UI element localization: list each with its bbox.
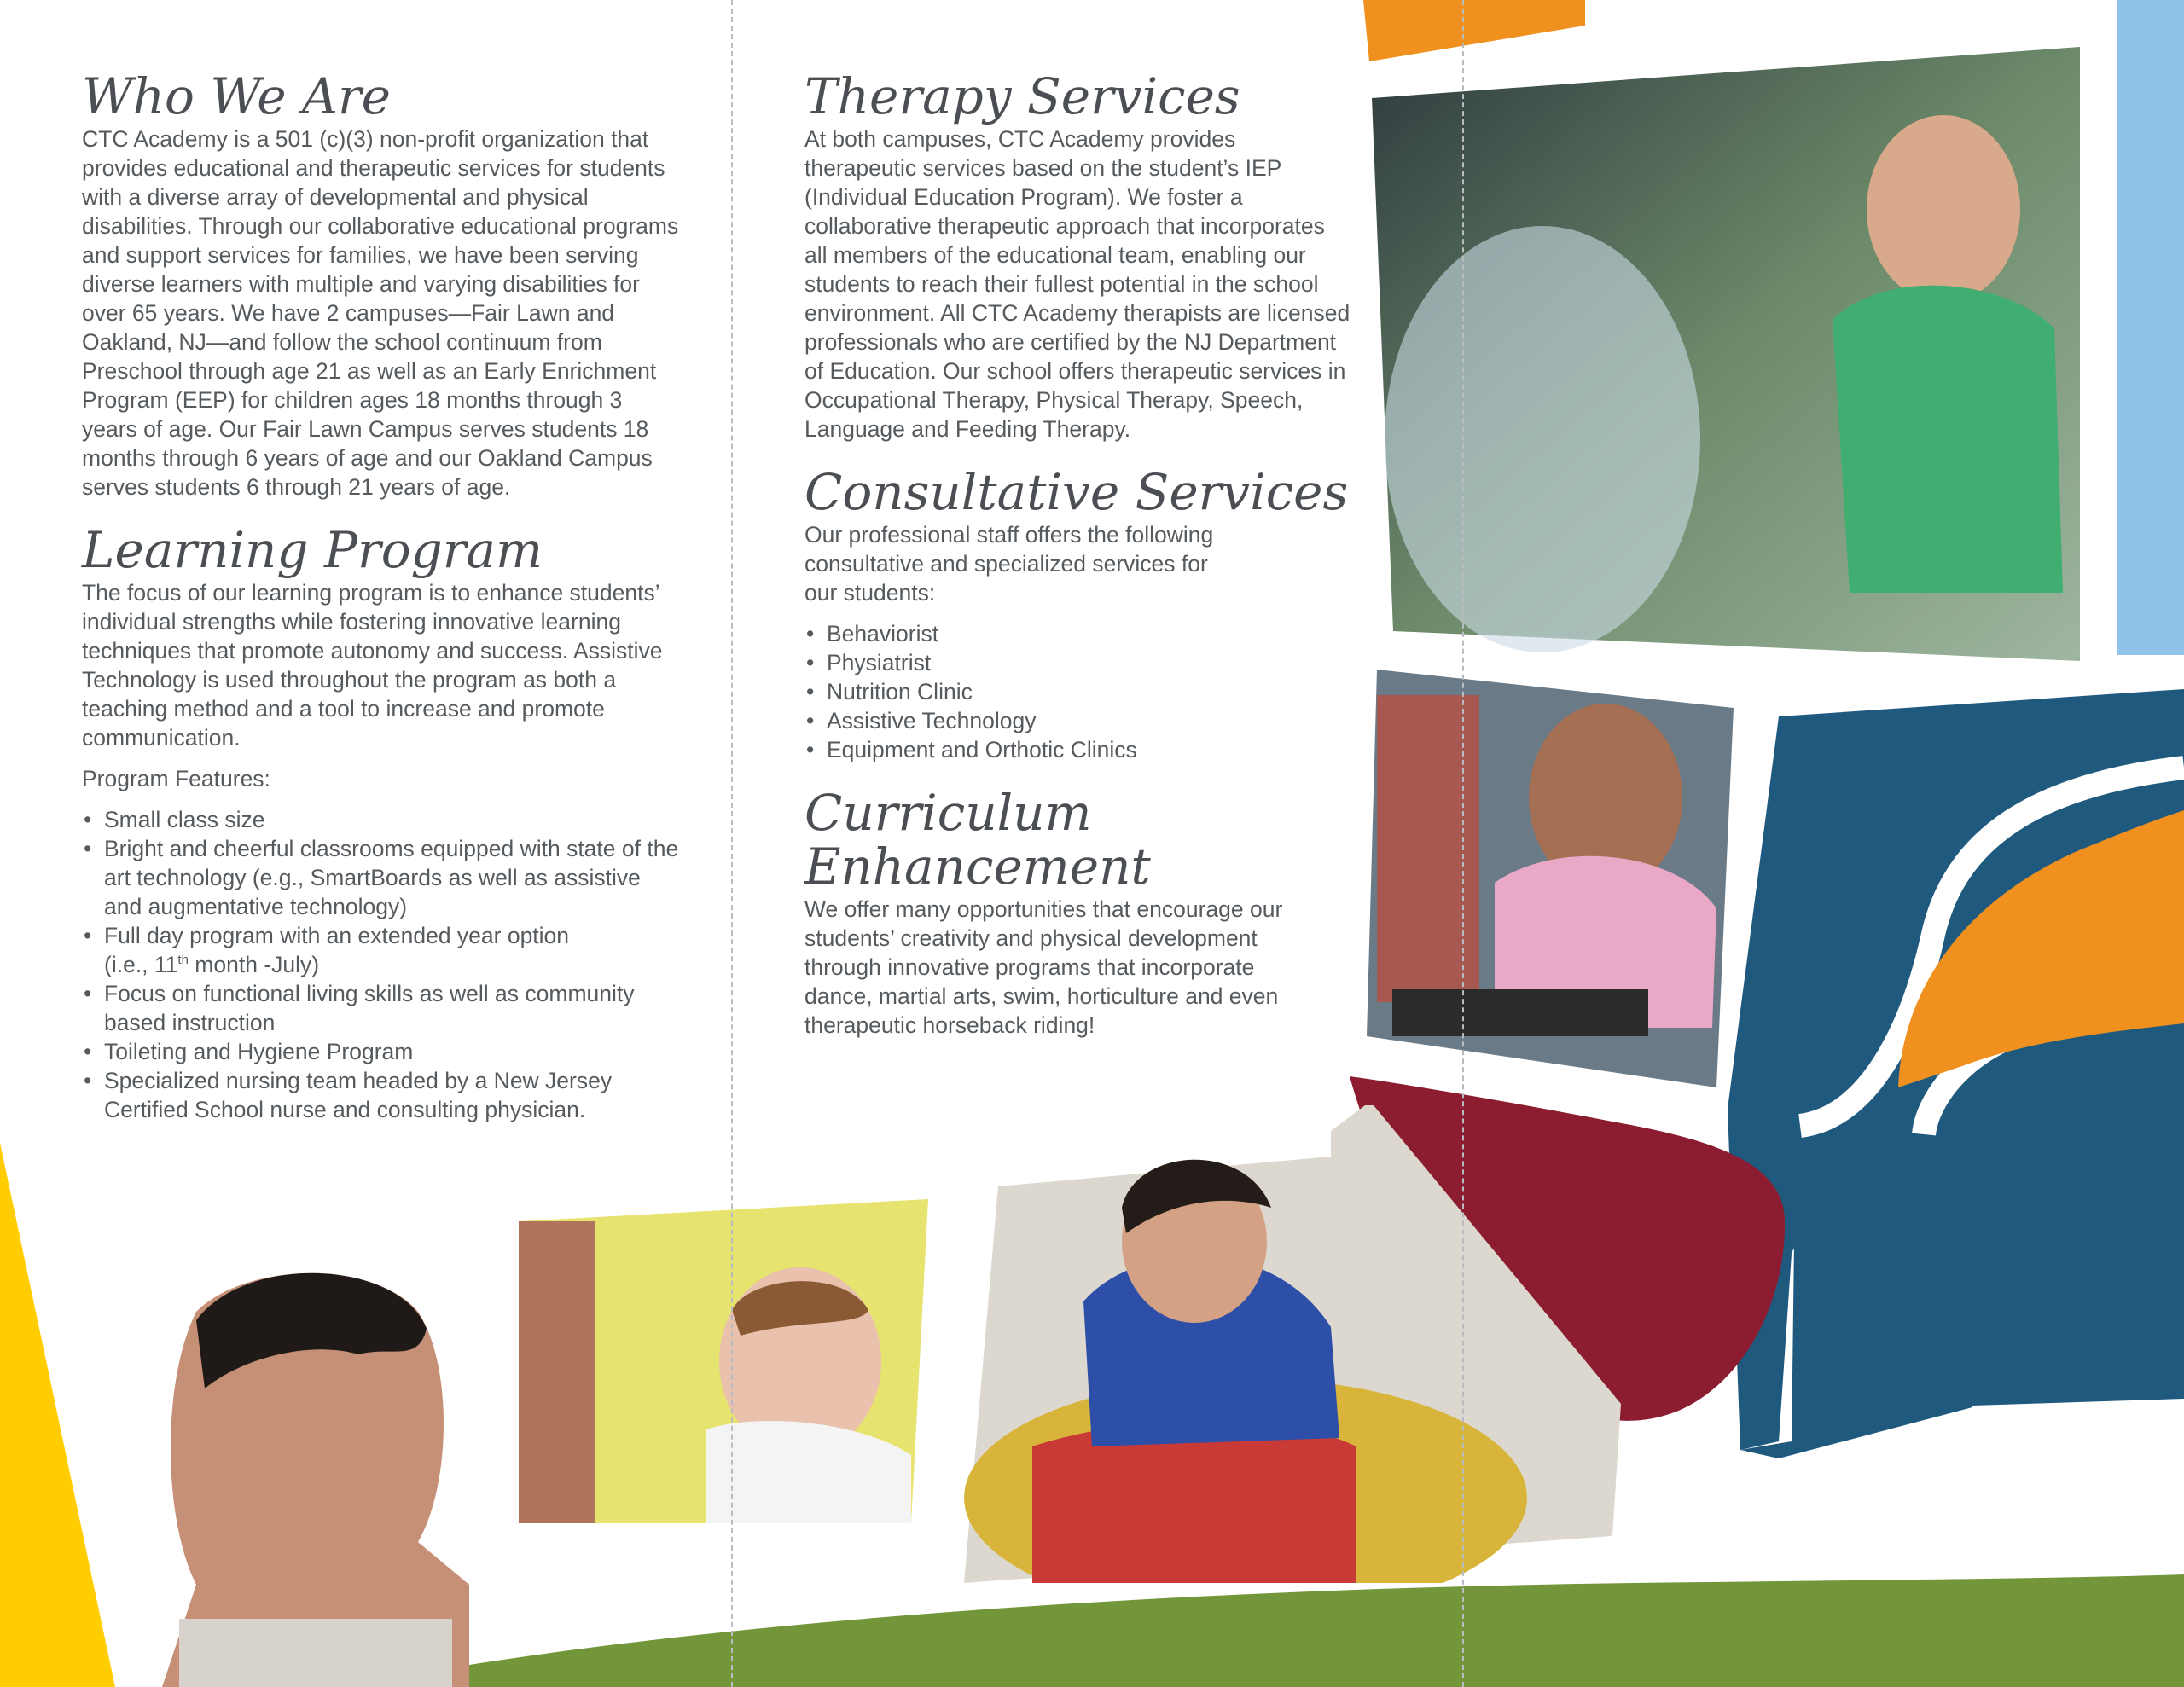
list-item: • Toileting and Hygiene Program [82, 1037, 679, 1066]
section-curriculum-enhancement [804, 783, 1350, 1041]
column-left [82, 67, 679, 1146]
photo-boy-ball [964, 1105, 1621, 1583]
extended-year-suffix: month -July) [188, 951, 320, 977]
photo-boy-wall [519, 1199, 928, 1523]
section-who-we-are [82, 67, 679, 501]
list-item: • Physiatrist [804, 648, 1350, 677]
curriculum-enhancement-heading: Curriculum Enhancement [804, 783, 1151, 896]
program-features-label: Program Features: [82, 765, 270, 791]
list-item: • Bright and cheerful classrooms equipped with state of the art technology (e.g., SmartBoards as well as assistive and augmentative technology) [82, 834, 679, 921]
list-item: • Small class size [82, 805, 679, 834]
therapy-services-heading: Therapy Services [804, 67, 1240, 125]
list-item [82, 921, 679, 979]
section-consultative-services [804, 462, 1350, 764]
fold-line-left [731, 0, 733, 1687]
photo-girl-fountain [1372, 47, 2080, 661]
fold-line-right [1462, 0, 1464, 1687]
consultative-services-list [804, 619, 1350, 764]
extended-year-prefix: (i.e., 11 [104, 951, 178, 977]
list-item: • Specialized nursing team headed by a New Jersey Certified School nurse and consulting physician. [82, 1066, 679, 1124]
extended-year-sup: th [177, 952, 189, 967]
column-middle [804, 67, 1350, 1062]
photo-girl-keyboard [1367, 670, 1734, 1087]
green-ground-shape [341, 1574, 2184, 1687]
yellow-shape [0, 1143, 115, 1687]
therapy-services-body: At both campuses, CTC Academy provides therapeutic services based on the student’s IEP (Individual Education Program). We foster a collaborative therapeutic approach that incorporates all members of the educational team, enabling our students to reach their fullest potential in the school environment. All CTC Academy therapists are licensed professionals who are certified by the NJ Department of Education. Our school offers therapeutic services in Occupational Therapy, Physical Therapy, Speech, Language and Feeding Therapy. [804, 125, 1350, 442]
photo-boy-smiling [145, 1261, 469, 1687]
section-learning-program [82, 520, 679, 1124]
who-we-are-body: CTC Academy is a 501 (c)(3) non-profit organization that provides educational and therapeutic services for students with a diverse array of developmental and physical disabilities. Through our collaborative educational programs and support services for families, we have been serving diverse learners with multiple and varying disabilities for over 65 years. We have 2 campuses—Fair Lawn and Oakland, NJ—and follow the school continuum from Preschool through age 21 as well as an Early Enrichment Program (EEP) for children ages 18 months through 3 years of age. Our Fair Lawn Campus serves students 18 months through 6 years of age and our Oakland Campus serves students 6 through 21 years of age. [82, 125, 679, 500]
list-item: • Equipment and Orthotic Clinics [804, 735, 1350, 764]
curriculum-enhancement-body: We offer many opportunities that encourage our students’ creativity and physical development through innovative programs that incorporate dance, martial arts, swim, horticulture and even therapeutic horseback riding! [804, 896, 1283, 1039]
list-item: • Behaviorist [804, 619, 1350, 648]
learning-program-heading: Learning Program [82, 520, 543, 579]
light-blue-shape [2117, 0, 2184, 655]
consultative-services-heading: Consultative Services [804, 462, 1349, 521]
consultative-services-body: Our professional staff offers the following consultative and specialized services for our students: [804, 521, 1214, 606]
program-features-list [82, 805, 679, 1124]
who-we-are-heading: Who We Are [82, 67, 391, 125]
learning-program-body: The focus of our learning program is to enhance students’ individual strengths while fostering innovative learning techniques that promote autonomy and success. Assistive Technology is used throughout the program as both a teaching method and a tool to increase and promote communication. [82, 579, 663, 751]
list-item: • Nutrition Clinic [804, 677, 1350, 706]
list-item: • Focus on functional living skills as well as community based instruction [82, 979, 679, 1037]
list-item-text: Full day program with an extended year option [104, 922, 570, 948]
section-therapy-services [804, 67, 1350, 443]
list-item: • Assistive Technology [804, 706, 1350, 735]
